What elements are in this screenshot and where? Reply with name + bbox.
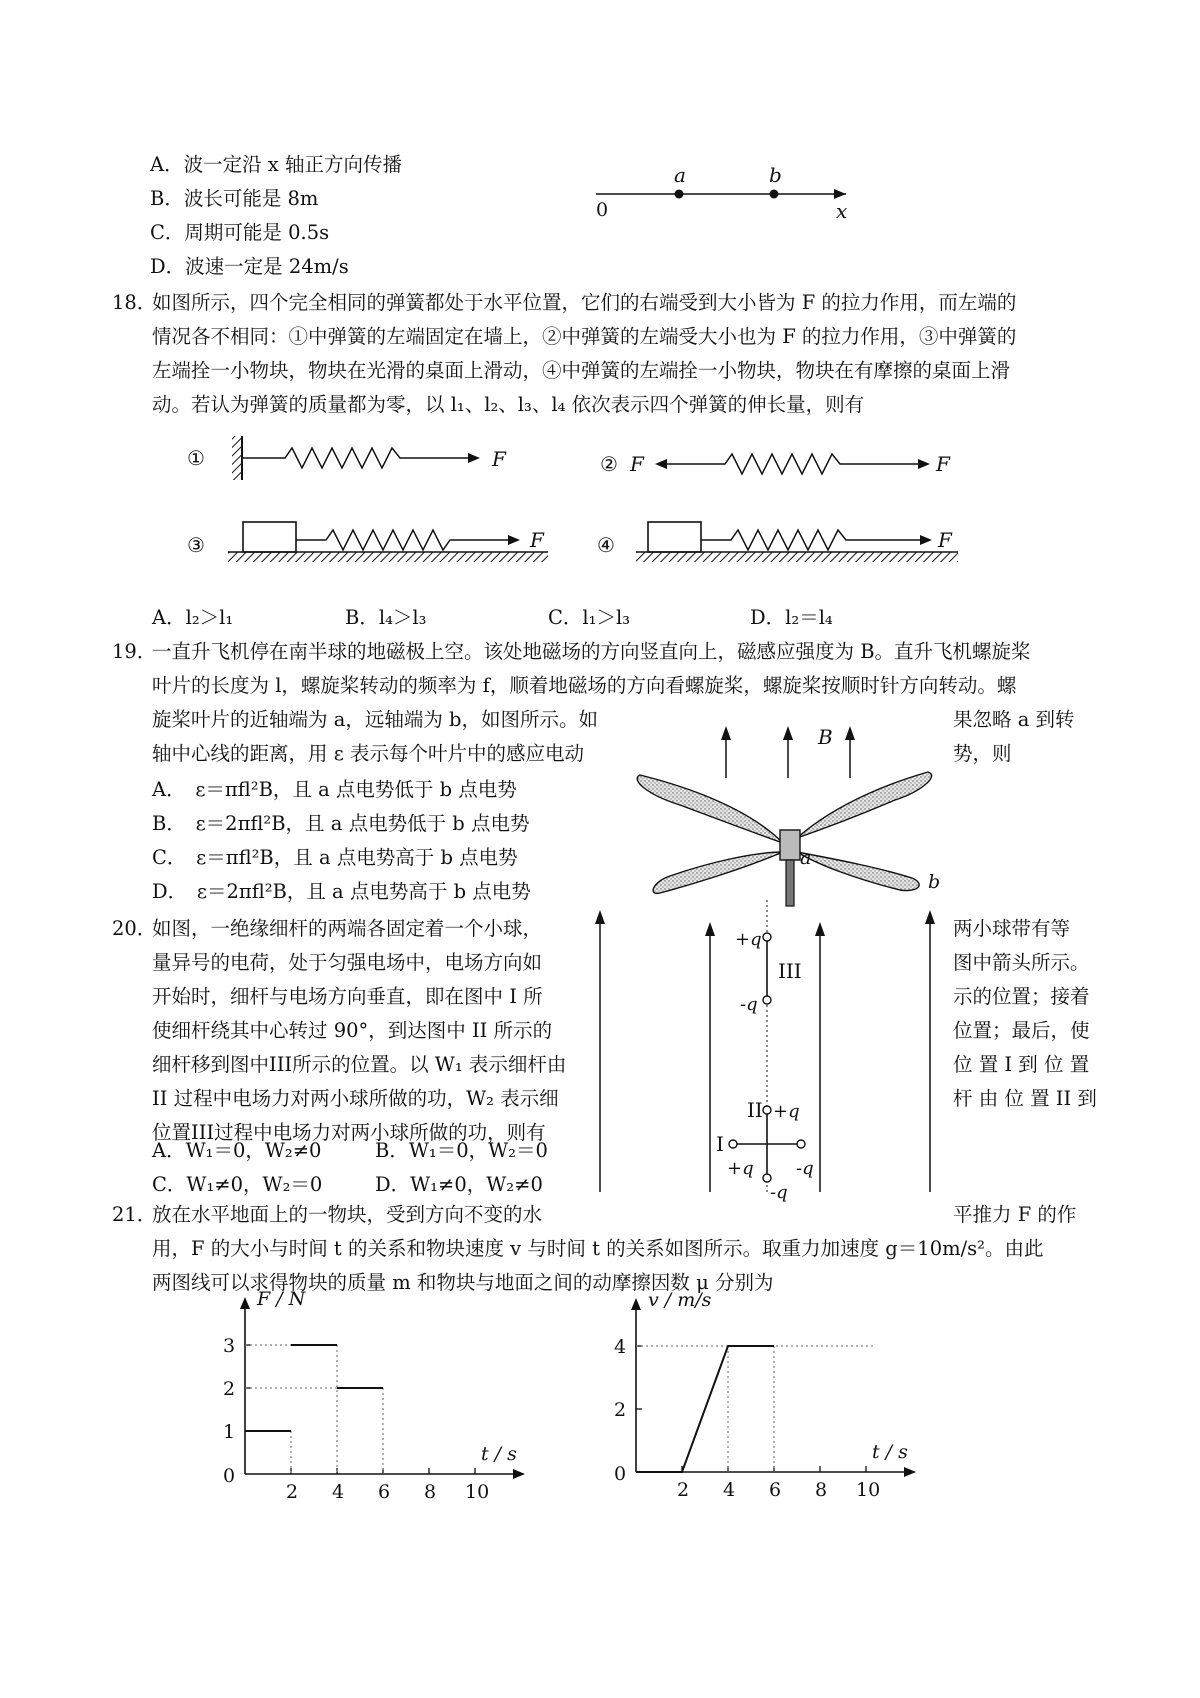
q18-line-1: 如图所示，四个完全相同的弹簧都处于水平位置，它们的右端受到大小皆为 F 的拉力作用，而左端的 bbox=[152, 291, 1017, 314]
svg-text:-q: -q bbox=[796, 1158, 814, 1179]
x-axis-label: t / s bbox=[872, 1441, 908, 1463]
q19-line-1: 一直升飞机停在南半球的地磁极上空。该处地磁场的方向竖直向上，磁感应强度为 B。直升飞机螺旋桨 bbox=[152, 640, 1031, 663]
y-axis-label: v / m/s bbox=[648, 1289, 712, 1311]
q20-right-2: 图中箭头所示。 bbox=[953, 951, 1090, 974]
svg-text:+q: +q bbox=[727, 1158, 754, 1179]
y-tick-label: 4 bbox=[614, 1336, 627, 1358]
y-tick-label: 2 bbox=[223, 1378, 236, 1400]
svg-text:F: F bbox=[630, 452, 644, 476]
q20-right-4: 位置；最后，使 bbox=[953, 1019, 1090, 1042]
q17-option-c: C．周期可能是 0.5s bbox=[150, 221, 330, 244]
x-tick-label: 6 bbox=[378, 1481, 391, 1503]
svg-text:b: b bbox=[928, 871, 941, 893]
x-tick-label: 4 bbox=[332, 1481, 345, 1503]
q19-line-4: 轴中心线的距离，用 ε 表示每个叶片中的感应电动 bbox=[152, 742, 584, 765]
q20-left-6: II 过程中电场力对两小球所做的功，W₂ 表示细 bbox=[152, 1087, 559, 1110]
q18-line-2: 情况各不相同：①中弹簧的左端固定在墙上，②中弹簧的左端受大小也为 F 的拉力作用，③中弹簧的 bbox=[152, 325, 1017, 348]
x-axis-label: t / s bbox=[481, 1443, 517, 1465]
svg-text:F: F bbox=[938, 528, 952, 552]
x-axis-arrow bbox=[904, 1467, 916, 1477]
y-axis-arrow bbox=[631, 1298, 641, 1310]
svg-text:a: a bbox=[800, 847, 812, 869]
svg-text:F: F bbox=[530, 528, 544, 552]
q19-option-c: C． ε＝πfl²B，且 a 点电势高于 b 点电势 bbox=[152, 846, 518, 869]
svg-text:+q: +q bbox=[735, 929, 762, 950]
q17-option-b: B．波长可能是 8m bbox=[150, 187, 319, 210]
x-tick-label: 8 bbox=[424, 1481, 437, 1503]
q20-right-3: 示的位置；接着 bbox=[953, 985, 1090, 1008]
velocity-line bbox=[636, 1346, 774, 1472]
x-tick-label: 6 bbox=[769, 1479, 782, 1501]
y-tick-label: 2 bbox=[614, 1399, 627, 1421]
point-b-label: b bbox=[769, 163, 782, 187]
svg-text:③: ③ bbox=[187, 533, 205, 557]
point-a-label: a bbox=[674, 163, 686, 187]
q18-option-b: B．l₄＞l₃ bbox=[345, 606, 427, 629]
q20-left-5: 细杆移到图中III所示的位置。以 W₁ 表示细杆由 bbox=[152, 1053, 567, 1076]
svg-text:+q: +q bbox=[773, 1101, 800, 1122]
origin-label: 0 bbox=[596, 199, 609, 221]
q20-left-2: 量异号的电荷，处于匀强电场中，电场方向如 bbox=[152, 951, 543, 974]
svg-text:F: F bbox=[492, 447, 506, 471]
y-tick-label: 0 bbox=[223, 1465, 236, 1487]
q19-number: 19． bbox=[112, 640, 157, 663]
x-tick-label: 8 bbox=[815, 1479, 828, 1501]
q19-line-2: 叶片的长度为 l，螺旋桨转动的频率为 f，顺着地磁场的方向看螺旋桨，螺旋桨按顺时针方向转动。螺 bbox=[152, 674, 1017, 697]
y-tick-label: 3 bbox=[223, 1335, 236, 1357]
x-tick-label: 10 bbox=[856, 1479, 881, 1501]
q19-option-a: A． ε＝πfl²B，且 a 点电势低于 b 点电势 bbox=[152, 778, 517, 801]
svg-text:④: ④ bbox=[597, 533, 615, 557]
svg-text:II: II bbox=[747, 1098, 763, 1122]
q20-option-d: D．W₁≠0，W₂≠0 bbox=[375, 1173, 543, 1196]
q18-option-a: A．l₂＞l₁ bbox=[152, 606, 234, 629]
svg-text:F: F bbox=[936, 452, 950, 476]
svg-text:②: ② bbox=[600, 452, 618, 476]
q18-option-c: C．l₁＞l₃ bbox=[548, 606, 631, 629]
q19-line-3-right: 果忽略 a 到转 bbox=[953, 708, 1075, 731]
q20-right-5: 位 置 I 到 位 置 bbox=[953, 1053, 1090, 1076]
q21-number: 21． bbox=[112, 1203, 157, 1226]
q21-line-1-right: 平推力 F 的作 bbox=[953, 1203, 1077, 1226]
svg-text:①: ① bbox=[187, 446, 205, 470]
q18-line-4: 动。若认为弹簧的质量都为零，以 l₁、l₂、l₃、l₄ 依次表示四个弹簧的伸长量，则有 bbox=[152, 393, 865, 416]
q21-line-2: 用，F 的大小与时间 t 的关系和物块速度 v 与时间 t 的关系如图所示。取重力加速度 g＝10m/s²。由此 bbox=[152, 1237, 1044, 1260]
x-tick-label: 2 bbox=[677, 1479, 690, 1501]
q20-right-6: 杆 由 位 置 II 到 bbox=[953, 1087, 1097, 1110]
q19-line-4-right: 势，则 bbox=[953, 742, 1012, 765]
svg-text:III: III bbox=[778, 959, 802, 983]
q21-line-1: 放在水平地面上的一物块，受到方向不变的水 bbox=[152, 1203, 543, 1226]
svg-text:I: I bbox=[716, 1132, 724, 1156]
q17-option-d: D．波速一定是 24m/s bbox=[150, 255, 349, 278]
q20-number: 20． bbox=[112, 917, 157, 940]
q20-left-4: 使细杆绕其中心转过 90°，到达图中 II 所示的 bbox=[152, 1019, 553, 1042]
q20-option-c: C．W₁≠0，W₂＝0 bbox=[152, 1173, 323, 1196]
svg-text:-q: -q bbox=[740, 994, 758, 1015]
svg-text:-q: -q bbox=[770, 1182, 788, 1203]
q19-option-b: B． ε＝2πfl²B，且 a 点电势低于 b 点电势 bbox=[152, 812, 530, 835]
q19-option-d: D． ε＝2πfl²B，且 a 点电势高于 b 点电势 bbox=[152, 880, 531, 903]
q20-option-b: B．W₁＝0，W₂＝0 bbox=[375, 1139, 548, 1162]
q21-line-3: 两图线可以求得物块的质量 m 和物块与地面之间的动摩擦因数 μ 分别为 bbox=[152, 1271, 774, 1294]
y-tick-label: 1 bbox=[223, 1421, 236, 1443]
y-axis-label: F / N bbox=[257, 1288, 306, 1310]
x-tick-label: 10 bbox=[465, 1481, 490, 1503]
q18-line-3: 左端拴一小物块，物块在光滑的桌面上滑动，④中弹簧的左端拴一小物块，物块在有摩擦的桌面上滑 bbox=[152, 359, 1011, 382]
q20-left-3: 开始时，细杆与电场方向垂直，即在图中 I 所 bbox=[152, 985, 543, 1008]
q19-line-3: 旋桨叶片的近轴端为 a，远轴端为 b，如图所示。如 bbox=[152, 708, 599, 731]
q20-left-7: 位置III过程中电场力对两小球所做的功，则有 bbox=[152, 1121, 546, 1144]
q18-option-d: D．l₂＝l₄ bbox=[750, 606, 833, 629]
q20-left-1: 如图，一绝缘细杆的两端各固定着一个小球， bbox=[152, 917, 543, 940]
axis-x-label: x bbox=[836, 199, 848, 223]
svg-text:B: B bbox=[818, 725, 833, 749]
x-tick-label: 2 bbox=[286, 1481, 299, 1503]
y-tick-label: 0 bbox=[614, 1463, 627, 1485]
q17-option-a: A．波一定沿 x 轴正方向传播 bbox=[150, 153, 402, 176]
q18-number: 18． bbox=[112, 291, 157, 314]
x-tick-label: 4 bbox=[723, 1479, 736, 1501]
q20-right-1: 两小球带有等 bbox=[953, 917, 1071, 940]
q20-option-a: A．W₁＝0，W₂≠0 bbox=[152, 1139, 322, 1162]
